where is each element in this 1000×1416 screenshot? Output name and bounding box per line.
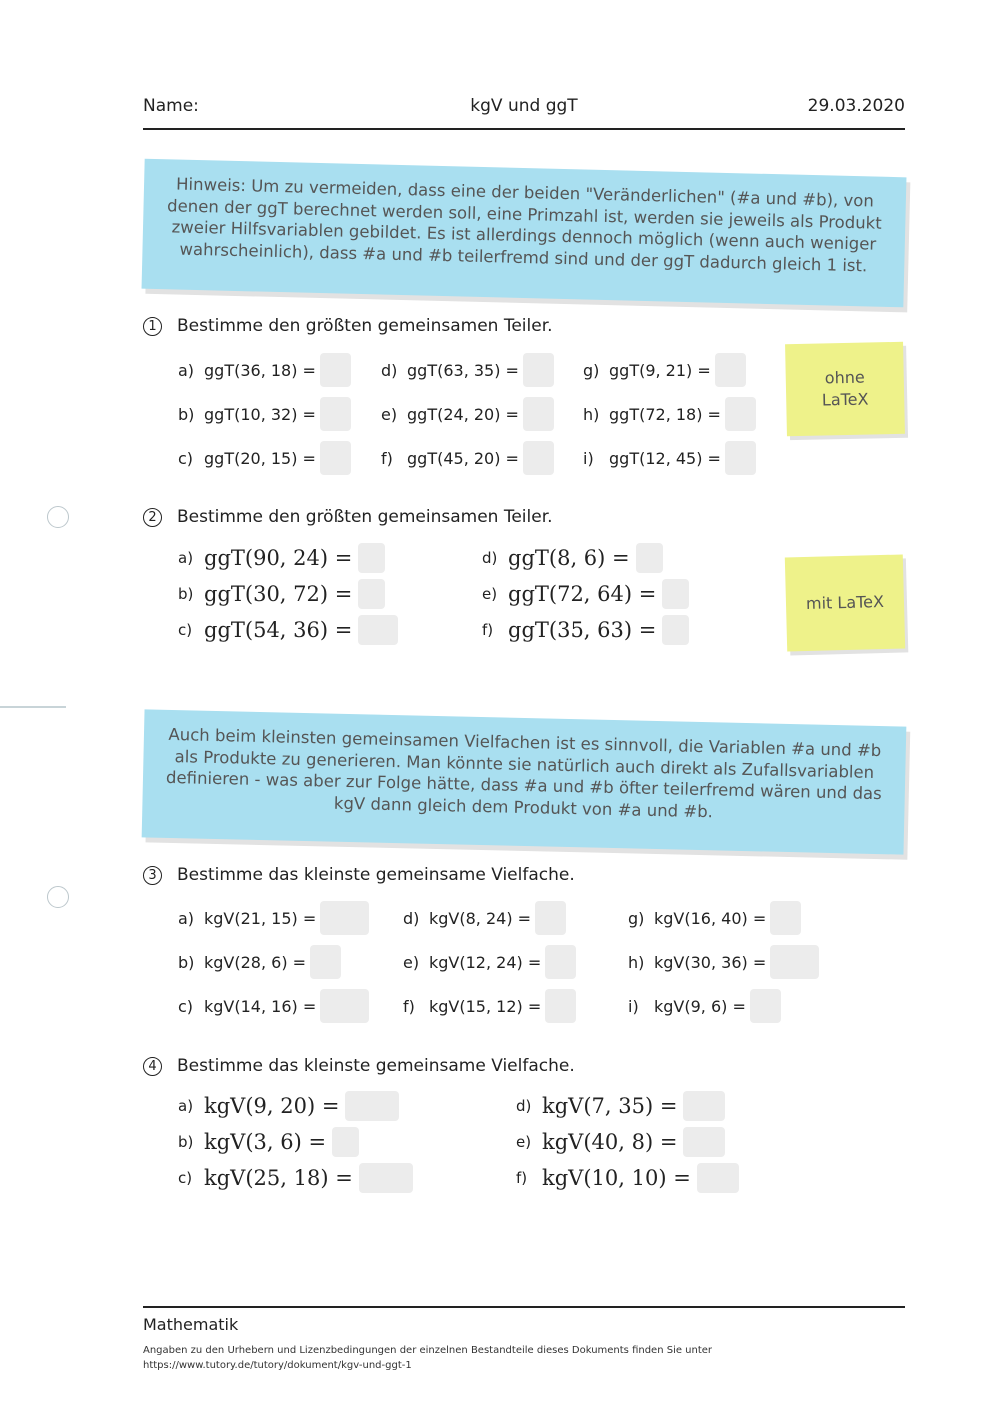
task-label: c) — [178, 1169, 193, 1187]
task-2d — [482, 542, 663, 574]
task-label: g) — [583, 360, 600, 380]
task-label: f) — [381, 448, 393, 468]
task-3f — [403, 989, 576, 1023]
fold-mark — [0, 706, 66, 708]
task-label: e) — [516, 1133, 532, 1151]
task-label: b) — [178, 952, 195, 972]
exercise-instruction: Bestimme das kleinste gemeinsame Vielfache. — [177, 1056, 575, 1076]
task-expression: kgV(9, 20) = — [204, 1094, 340, 1118]
sticky-note-mit-latex: mit LaTeX — [785, 554, 905, 651]
task-4c — [178, 1162, 413, 1194]
task-expression: ggT(36, 18) = — [204, 360, 316, 380]
task-expression: kgV(21, 15) = — [204, 908, 317, 928]
task-2b — [178, 578, 385, 610]
task-expression: ggT(35, 63) = — [508, 618, 657, 642]
task-label: i) — [628, 996, 639, 1016]
task-2c — [178, 614, 398, 646]
task-2f — [482, 614, 689, 646]
task-expression: ggT(90, 24) = — [204, 546, 353, 570]
task-expression: kgV(30, 36) = — [654, 952, 767, 972]
answer-box[interactable] — [320, 397, 351, 431]
task-expression: ggT(45, 20) = — [407, 448, 519, 468]
task-3h — [628, 945, 819, 979]
answer-box[interactable] — [523, 441, 554, 475]
task-expression: ggT(9, 21) = — [609, 360, 711, 380]
task-expression: kgV(3, 6) = — [204, 1130, 327, 1154]
header-divider — [143, 128, 905, 130]
task-label: a) — [178, 549, 194, 567]
task-label: d) — [516, 1097, 532, 1115]
task-label: e) — [381, 404, 398, 424]
task-label: f) — [516, 1169, 528, 1187]
task-1g — [583, 353, 746, 387]
hint-note-kgv: Auch beim kleinsten gemeinsamen Vielfachen ist es sinnvoll, die Variablen #a und #b als Produkte zu generieren. Man könnte sie natürlich auch direkt als Zufallsvariablen definieren - was aber zur Folge hätte, dass #a und #b öfter teilerfremd wären und das kgV dann gleich dem Produkt von #a und #b. — [142, 709, 907, 854]
task-expression: ggT(20, 15) = — [204, 448, 316, 468]
exercise-4-heading — [143, 1056, 575, 1076]
document-date: 29.03.2020 — [807, 96, 905, 116]
task-expression: kgV(12, 24) = — [429, 952, 542, 972]
footer-subject: Mathematik — [143, 1315, 239, 1334]
answer-box[interactable] — [523, 397, 554, 431]
task-label: h) — [583, 404, 600, 424]
task-label: c) — [178, 621, 193, 639]
task-3b — [178, 945, 341, 979]
punch-hole-bottom — [47, 886, 69, 908]
answer-box[interactable] — [320, 441, 351, 475]
answer-box[interactable] — [358, 579, 385, 609]
task-2e — [482, 578, 689, 610]
answer-box[interactable] — [697, 1163, 739, 1193]
task-1a — [178, 353, 351, 387]
answer-box[interactable] — [725, 397, 756, 431]
task-expression: ggT(30, 72) = — [204, 582, 353, 606]
hint-note-ggt: Hinweis: Um zu vermeiden, dass eine der beiden "Veränderlichen" (#a und #b), von denen der ggT berechnet werden soll, eine Primzahl ist, werden sie jeweils als Produkt zweier Hilfsvariablen gebildet. Es ist allerdings dennoch möglich (wenn auch weniger wahrscheinlich), dass #a und #b teilerfremd sind und der ggT dadurch gleich 1 ist. — [142, 159, 907, 308]
answer-box[interactable] — [683, 1091, 725, 1121]
answer-box[interactable] — [345, 1091, 399, 1121]
answer-box[interactable] — [770, 945, 819, 979]
answer-box[interactable] — [535, 901, 566, 935]
exercise-instruction: Bestimme den größten gemeinsamen Teiler. — [177, 316, 553, 336]
task-expression: ggT(8, 6) = — [508, 546, 630, 570]
task-label: d) — [482, 549, 498, 567]
task-label: b) — [178, 404, 195, 424]
footer-license: Angaben zu den Urhebern und Lizenzbedingungen der einzelnen Bestandteile dieses Dokuments finden Sie unter — [143, 1345, 713, 1356]
exercise-instruction: Bestimme das kleinste gemeinsame Vielfache. — [177, 865, 575, 885]
task-label: h) — [628, 952, 645, 972]
task-1f — [381, 441, 554, 475]
answer-box[interactable] — [359, 1163, 413, 1193]
document-title: kgV und ggT — [470, 96, 578, 116]
task-1i — [583, 441, 756, 475]
answer-box[interactable] — [358, 615, 398, 645]
task-3a — [178, 901, 369, 935]
exercise-2-heading — [143, 507, 553, 527]
task-4d — [516, 1090, 725, 1122]
task-label: e) — [482, 585, 498, 603]
task-expression: ggT(54, 36) = — [204, 618, 353, 642]
task-expression: ggT(72, 64) = — [508, 582, 657, 606]
task-1c — [178, 441, 351, 475]
answer-box[interactable] — [310, 945, 341, 979]
exercise-number: 2 — [143, 508, 162, 527]
task-label: d) — [403, 908, 420, 928]
answer-box[interactable] — [715, 353, 746, 387]
task-label: i) — [583, 448, 594, 468]
answer-box[interactable] — [725, 441, 756, 475]
task-label: b) — [178, 1133, 194, 1151]
answer-box[interactable] — [523, 353, 554, 387]
task-expression: kgV(14, 16) = — [204, 996, 317, 1016]
task-expression: kgV(9, 6) = — [654, 996, 746, 1016]
answer-box[interactable] — [320, 901, 369, 935]
task-expression: kgV(15, 12) = — [429, 996, 542, 1016]
task-label: a) — [178, 908, 195, 928]
task-expression: ggT(72, 18) = — [609, 404, 721, 424]
exercise-3-heading — [143, 865, 575, 885]
exercise-number: 1 — [143, 317, 162, 336]
task-2a — [178, 542, 385, 574]
answer-box[interactable] — [662, 615, 689, 645]
task-label: c) — [178, 448, 194, 468]
answer-box[interactable] — [683, 1127, 725, 1157]
task-expression: kgV(10, 10) = — [542, 1166, 691, 1190]
answer-box[interactable] — [320, 989, 369, 1023]
task-label: g) — [628, 908, 645, 928]
task-label: c) — [178, 996, 194, 1016]
task-label: b) — [178, 585, 194, 603]
footer-url[interactable]: https://www.tutory.de/tutory/dokument/kgv-und-ggt-1 — [143, 1360, 412, 1371]
task-1e — [381, 397, 554, 431]
task-expression: ggT(24, 20) = — [407, 404, 519, 424]
task-expression: kgV(7, 35) = — [542, 1094, 678, 1118]
task-expression: ggT(10, 32) = — [204, 404, 316, 424]
task-4b — [178, 1126, 359, 1158]
task-3g — [628, 901, 801, 935]
task-label: e) — [403, 952, 420, 972]
task-label: f) — [403, 996, 415, 1016]
answer-box[interactable] — [750, 989, 781, 1023]
answer-box[interactable] — [662, 579, 689, 609]
answer-box[interactable] — [545, 945, 576, 979]
punch-hole-top — [47, 506, 69, 528]
task-4f — [516, 1162, 739, 1194]
footer-divider — [143, 1306, 905, 1308]
task-3e — [403, 945, 576, 979]
task-4a — [178, 1090, 399, 1122]
task-1b — [178, 397, 351, 431]
sticky-note-ohne-latex: ohne LaTeX — [785, 342, 905, 436]
task-1h — [583, 397, 756, 431]
exercise-number: 4 — [143, 1057, 162, 1076]
task-expression: kgV(16, 40) = — [654, 908, 767, 928]
task-3d — [403, 901, 566, 935]
task-label: d) — [381, 360, 398, 380]
exercise-number: 3 — [143, 866, 162, 885]
answer-box[interactable] — [770, 901, 801, 935]
answer-box[interactable] — [358, 543, 385, 573]
answer-box[interactable] — [636, 543, 663, 573]
name-label: Name: — [143, 96, 199, 116]
task-label: a) — [178, 360, 195, 380]
task-expression: ggT(63, 35) = — [407, 360, 519, 380]
task-1d — [381, 353, 554, 387]
answer-box[interactable] — [332, 1127, 359, 1157]
task-label: a) — [178, 1097, 194, 1115]
task-expression: kgV(8, 24) = — [429, 908, 532, 928]
task-expression: kgV(40, 8) = — [542, 1130, 678, 1154]
exercise-instruction: Bestimme den größten gemeinsamen Teiler. — [177, 507, 553, 527]
task-4e — [516, 1126, 725, 1158]
exercise-1-heading — [143, 316, 553, 336]
task-label: f) — [482, 621, 494, 639]
task-expression: kgV(28, 6) = — [204, 952, 307, 972]
task-expression: kgV(25, 18) = — [204, 1166, 353, 1190]
answer-box[interactable] — [320, 353, 351, 387]
task-expression: ggT(12, 45) = — [609, 448, 721, 468]
answer-box[interactable] — [545, 989, 576, 1023]
task-3i — [628, 989, 781, 1023]
task-3c — [178, 989, 369, 1023]
